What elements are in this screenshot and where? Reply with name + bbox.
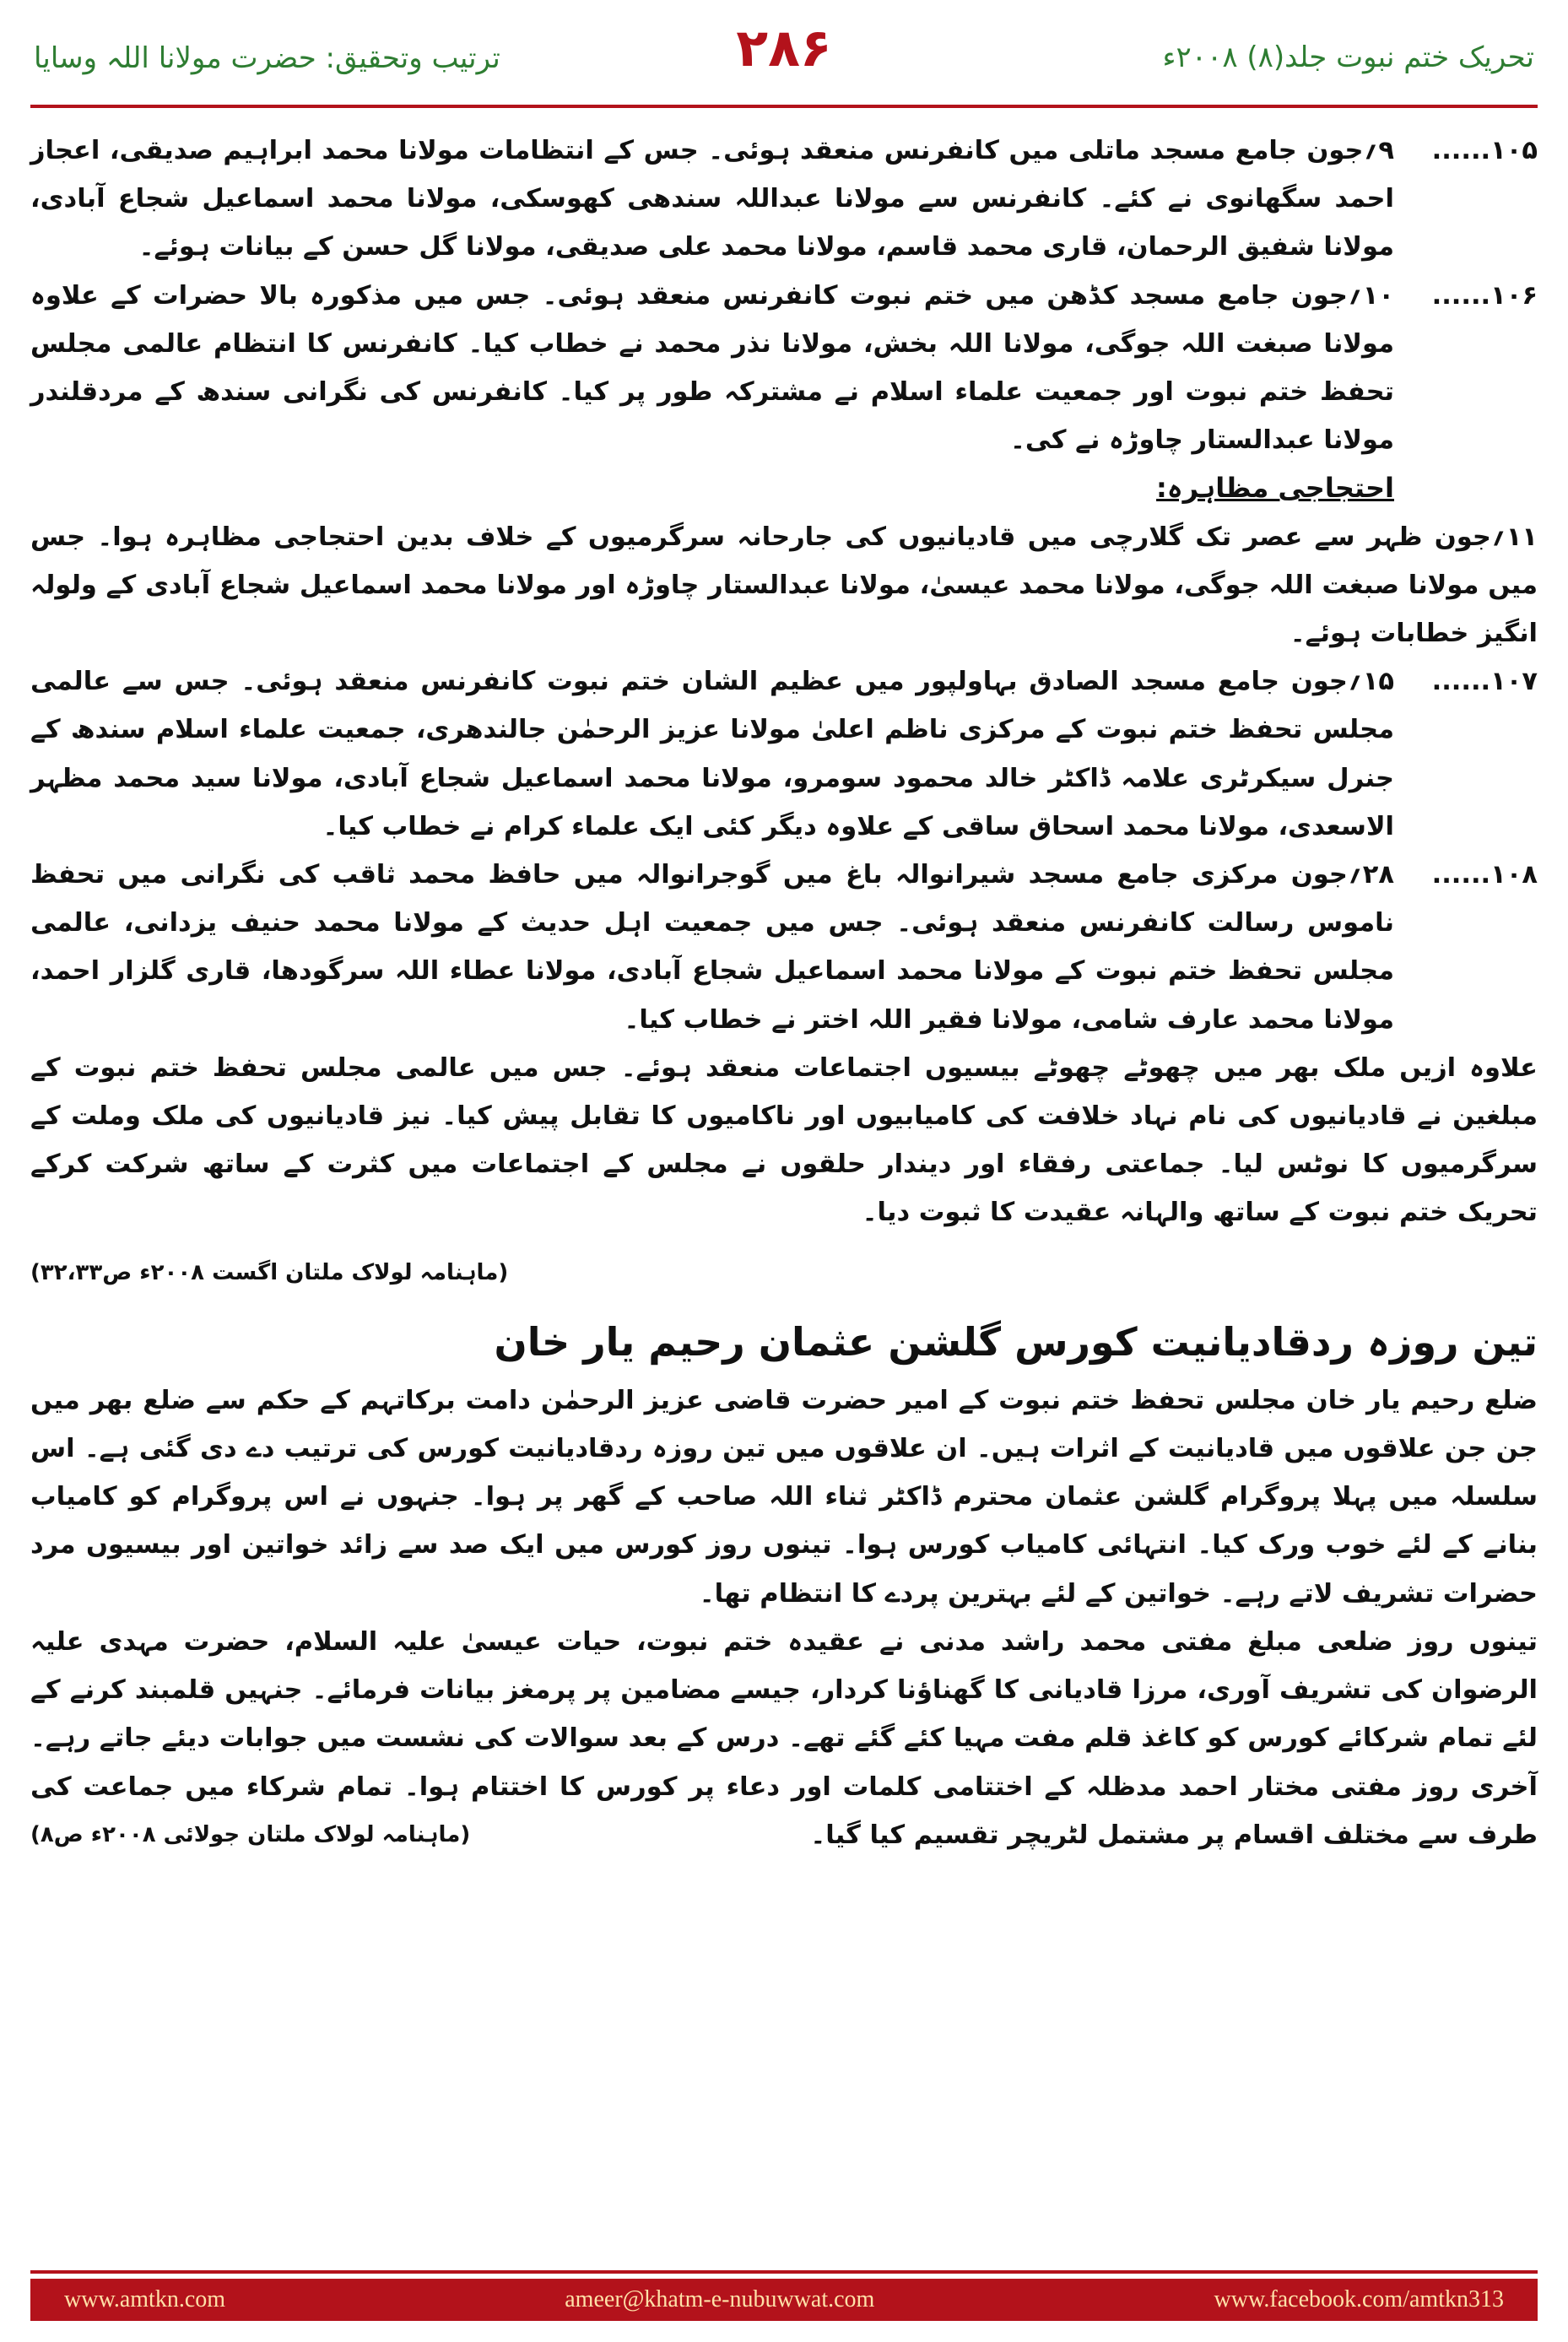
book-title: تحریک ختم نبوت جلد(۸) ۲۰۰۸ء (1162, 41, 1534, 74)
protest-heading (30, 464, 1538, 512)
course-paragraph-1: ضلع رحیم یار خان مجلس تحفظ ختم نبوت کے امیر حضرت قاضی عزیز الرحمٰن دامت برکاتہم کے حکم سے ضلع بھر میں جن جن علاقوں میں قادیانیت کے اثرات ہیں۔ ان علاقوں میں تین روزہ ردقادیانیت کورس کی ترتیب دے دی گئی ہے۔ اس سلسلہ میں پہلا پروگرام گلشن عثمان محترم ڈاکٹر ثناء اللہ صاحب کے گھر پر ہوا۔ جنہوں نے اس پروگرام کو کامیاب بنانے کے لئے خوب ورک کیا۔ انتہائی کامیاب کورس ہوا۔ تینوں روز کورس میں ایک صد سے زائد خواتین اور بیسیوں مرد حضرات تشریف لاتے رہے۔ خواتین کے لئے بہترین پردے کا انتظام تھا۔ (30, 1385, 1538, 1609)
course-paragraph-2 (30, 1618, 1538, 1859)
page-footer (30, 2279, 1538, 2321)
entry-text: ۱۵؍جون جامع مسجد الصادق بہاولپور میں عظیم الشان ختم نبوت کانفرنس منعقد ہوئی۔ جس سے عالمی مجلس تحفظ ختم نبوت کے مرکزی ناظم اعلیٰ مولانا عزیز الرحمٰن جالندھری، جمعیت علماء اسلام سندھ کے جنرل سیکرٹری علامہ ڈاکٹر خالد محمود سومرو، مولانا محمد اسماعیل شجاع آبادی، مولانا سید محمد مظہر الاسعدی، مولانا محمد اسحاق ساقی کے علاوہ دیگر کئی ایک علماء کرام نے خطاب کیا۔ (30, 667, 1394, 841)
page-header (30, 17, 1538, 98)
entry-text: ۱۰؍جون جامع مسجد کڈھن میں ختم نبوت کانفرنس منعقد ہوئی۔ جس میں مذکورہ بالا حضرات کے علاوہ مولانا صبغت اللہ جوگی، مولانا اللہ بخش، مولانا نذر محمد نے خطاب کیا۔ کانفرنس کا انتظام عالمی مجلس تحفظ ختم نبوت اور جمعیت علماء اسلام نے مشترکہ طور پر کیا۔ کانفرنس کی نگرانی سندھ کے مردقلندر مولانا عبدالستار چاوڑہ نے کی۔ (30, 280, 1394, 456)
closing-citation: (ماہنامہ لولاک ملتان اگست ۲۰۰۸ء ص۳۲،۳۳) (30, 1259, 509, 1285)
protest-heading-text: احتجاجی مظاہرہ: (1156, 472, 1394, 505)
entry-number: ۱۰۸...... (1431, 860, 1538, 890)
page-body (30, 127, 1538, 2253)
website-link[interactable]: www.amtkn.com (64, 2286, 226, 2312)
compiler-credit: ترتیب وتحقیق: حضرت مولانا اللہ وسایا (34, 41, 500, 75)
page-number: ۲۸۶ (736, 17, 832, 78)
protest-paragraph: ۱۱؍جون ظہر سے عصر تک گلارچی میں قادیانیوں کی جارحانہ سرگرمیوں کے خلاف بدین احتجاجی مظاہرہ ہوا۔ جس میں مولانا صبغت اللہ جوگی، مولانا محمد عیسیٰ، مولانا عبدالستار چاوڑہ اور مولانا محمد اسماعیل شجاع آبادی کے ولولہ انگیز خطابات ہوئے۔ (30, 522, 1538, 649)
footer-divider (30, 2270, 1538, 2274)
header-divider (30, 105, 1538, 108)
entry-105 (30, 127, 1538, 272)
course-citation: (ماہنامہ لولاک ملتان جولائی ۲۰۰۸ء ص۸) (30, 1821, 471, 1847)
entry-107 (30, 657, 1538, 851)
entry-number: ۱۰۷...... (1431, 667, 1538, 697)
course-title: تین روزہ ردقادیانیت کورس گلشن عثمان رحیم یار خان (494, 1318, 1538, 1365)
entry-text: ۲۸؍جون مرکزی جامع مسجد شیرانوالہ باغ میں گوجرانوالہ میں حافظ محمد ثاقب کی نگرانی میں تحفظ ناموس رسالت کانفرنس منعقد ہوئی۔ جس میں جمعیت اہل حدیث کے مولانا محمد حنیف یزدانی، عالمی مجلس تحفظ ختم نبوت کے مولانا محمد اسماعیل شجاع آبادی، مولانا عطاء اللہ سرگودھا، قاری گلزار احمد، مولانا محمد عارف شامی، مولانا فقیر اللہ اختر نے خطاب کیا۔ (30, 860, 1394, 1035)
entry-number: ۱۰۶...... (1431, 280, 1538, 311)
entry-number: ۱۰۵...... (1431, 136, 1538, 165)
entry-text: ۹؍جون جامع مسجد ماتلی میں کانفرنس منعقد ہوئی۔ جس کے انتظامات مولانا محمد ابراہیم صدیقی، اعجاز احمد سگھانوی نے کئے۔ کانفرنس سے مولانا عبداللہ سندھی کھوسکی، مولانا محمد اسماعیل شجاع آبادی، مولانا شفیق الرحمان، قاری محمد قاسم، مولانا محمد علی صدیقی، مولانا گل حسن کے بیانات ہوئے۔ (30, 136, 1394, 262)
closing-paragraph: علاوہ ازیں ملک بھر میں چھوٹے چھوٹے بیسیوں اجتماعات منعقد ہوئے۔ جس میں عالمی مجلس تحفظ ختم نبوت کے مبلغین نے قادیانیوں کی نام نہاد خلافت کی کامیابیوں اور ناکامیوں کا تقابل پیش کیا۔ نیز قادیانیوں کی ملک وملت کے سرگرمیوں کا نوٹس لیا۔ جماعتی رفقاء اور دیندار حلقوں نے مجلس کے اجتماعات میں کثرت کے ساتھ شرکت کرکے تحریک ختم نبوت کے ساتھ والہانہ عقیدت کا ثبوت دیا۔ (30, 1052, 1538, 1228)
facebook-link[interactable]: www.facebook.com/amtkn313 (1214, 2286, 1504, 2312)
email-link[interactable]: ameer@khatm-e-nubuwwat.com (565, 2286, 875, 2312)
course-paragraph-2-text: تینوں روز ضلعی مبلغ مفتی محمد راشد مدنی نے عقیدہ ختم نبوت، حیات عیسیٰ علیہ السلام، حضرت مہدی علیہ الرضوان کی تشریف آوری، مرزا قادیانی کا گھناؤنا کردار، جیسے مضامین پر پرمغز بیانات فرمائے۔ جنہیں قلمبند کرنے کے لئے تمام شرکائے کورس کو کاغذ قلم مفت مہیا کئے گئے تھے۔ درس کے بعد سوالات کی نشست میں جوابات دیئے جاتے رہے۔ آخری روز مفتی مختار احمد مدظلہ کے اختتامی کلمات اور دعاء پر کورس کا اختتام ہوا۔ تمام شرکاء میں جماعت کی طرف سے مختلف اقسام پر مشتمل لٹریچر تقسیم کیا گیا۔ (30, 1626, 1538, 1850)
entry-106 (30, 272, 1538, 465)
entry-108 (30, 851, 1538, 1044)
